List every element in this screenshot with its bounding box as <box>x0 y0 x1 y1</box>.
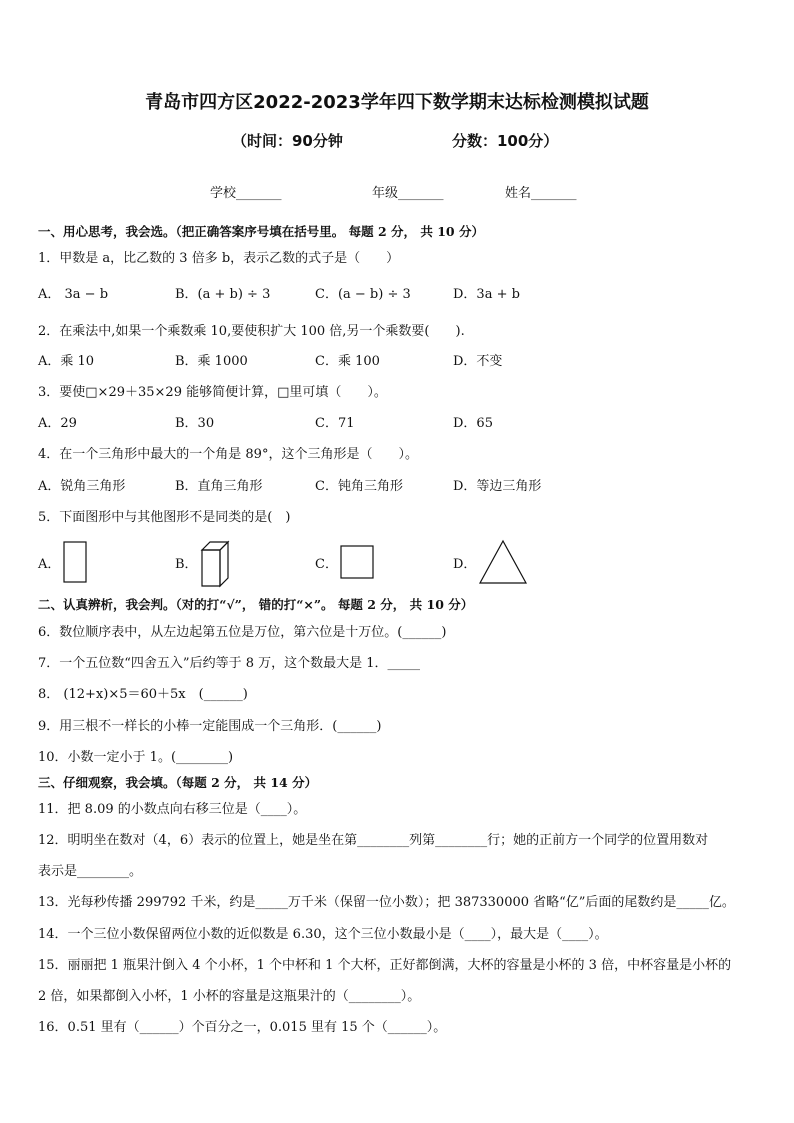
exam-time: （时间：90分钟 <box>232 132 343 150</box>
question-10: 10．小数一定小于 1。(________) <box>38 750 234 765</box>
q3-option-b: B．30 <box>175 416 215 431</box>
section2-heading: 二、认真辨析，我会判。（对的打“√”， 错的打“×”。 每题 2 分， 共 10 分） <box>38 597 474 612</box>
q1-option-d: D．3a + b <box>453 287 520 302</box>
q4-option-d: D．等边三角形 <box>453 479 542 494</box>
question-12-line2: 表示是________。 <box>38 864 143 879</box>
question-16: 16．0.51 里有（______）个百分之一，0.015 里有 15 个（______）。 <box>38 1020 447 1035</box>
q2-option-c: C．乘 100 <box>315 354 380 369</box>
question-15-line2: 2 倍，如果都倒入小杯，1 小杯的容量是这瓶果汁的（________）。 <box>38 989 421 1004</box>
question-15-line1: 15．丽丽把 1 瓶果汁倒入 4 个小杯，1 个中杯和 1 个大杯，正好都倒满，大杯的容量是小杯的 3 倍，中杯容量是小杯的 <box>38 958 732 973</box>
q4-option-b: B．直角三角形 <box>175 479 263 494</box>
q1-option-c: C．(a − b) ÷ 3 <box>315 287 411 302</box>
exam-score: 分数：100分） <box>452 132 559 150</box>
q5-option-b: B． <box>175 557 198 572</box>
cuboid-shape <box>198 538 232 590</box>
question-14: 14．一个三位小数保留两位小数的近似数是 6.30，这个三位小数最小是（____），最大是（____）。 <box>38 927 608 942</box>
section3-heading: 三、仔细观察，我会填。（每题 2 分， 共 14 分） <box>38 775 318 790</box>
q2-option-b: B．乘 1000 <box>175 354 248 369</box>
question-2: 2．在乘法中,如果一个乘数乘 10,要使积扩大 100 倍,另一个乘数要( ). <box>38 324 465 339</box>
name-field: 姓名_______ <box>505 186 577 201</box>
question-1: 1．甲数是 a，比乙数的 3 倍多 b，表示乙数的式子是（ ） <box>38 251 400 266</box>
q4-option-a: A．锐角三角形 <box>38 479 126 494</box>
section1-heading: 一、用心思考，我会选。（把正确答案序号填在括号里。 每题 2 分， 共 10 分） <box>38 224 484 239</box>
q2-option-d: D．不变 <box>453 354 503 369</box>
tall-rectangle-shape <box>62 540 90 586</box>
q1-option-a: A． 3a − b <box>38 287 109 302</box>
q4-option-c: C．钝角三角形 <box>315 479 403 494</box>
question-7: 7．一个五位数“四舍五入”后约等于 8 万，这个数最大是 1．_____ <box>38 656 421 671</box>
question-12-line1: 12．明明坐在数对（4，6）表示的位置上，她是坐在第________列第________行；她的正前方一个同学的位置用数对 <box>38 833 709 848</box>
question-9: 9．用三根不一样长的小棒一定能围成一个三角形．(______) <box>38 719 382 734</box>
question-6: 6．数位顺序表中，从左边起第五位是万位，第六位是十万位。(______) <box>38 625 447 640</box>
question-13: 13．光每秒传播 299792 千米，约是_____万千米（保留一位小数）；把 387330000 省略“亿”后面的尾数约是_____亿。 <box>38 895 735 910</box>
question-8: 8． (12+x)×5＝60＋5x (______) <box>38 687 248 702</box>
grade-field: 年级_______ <box>372 186 444 201</box>
q3-option-a: A．29 <box>38 416 77 431</box>
question-5: 5．下面图形中与其他图形不是同类的是( ) <box>38 510 291 525</box>
q5-option-d: D． <box>453 557 477 572</box>
q2-option-a: A．乘 10 <box>38 354 95 369</box>
question-4: 4．在一个三角形中最大的一个角是 89°，这个三角形是（ ）。 <box>38 447 418 462</box>
question-11: 11．把 8.09 的小数点向右移三位是（____）。 <box>38 802 307 817</box>
q3-option-d: D．65 <box>453 416 493 431</box>
triangle-shape <box>477 538 529 586</box>
page-title: 青岛市四方区2022-2023学年四下数学期末达标检测模拟试题 <box>145 92 649 113</box>
q1-option-b: B．(a + b) ÷ 3 <box>175 287 271 302</box>
school-field: 学校_______ <box>210 186 282 201</box>
question-3: 3．要使□×29＋35×29 能够简便计算，□里可填（ ）。 <box>38 385 387 400</box>
q3-option-c: C．71 <box>315 416 355 431</box>
q5-option-a: A． <box>38 557 61 572</box>
square-shape <box>339 544 377 582</box>
q5-option-c: C． <box>315 557 338 572</box>
